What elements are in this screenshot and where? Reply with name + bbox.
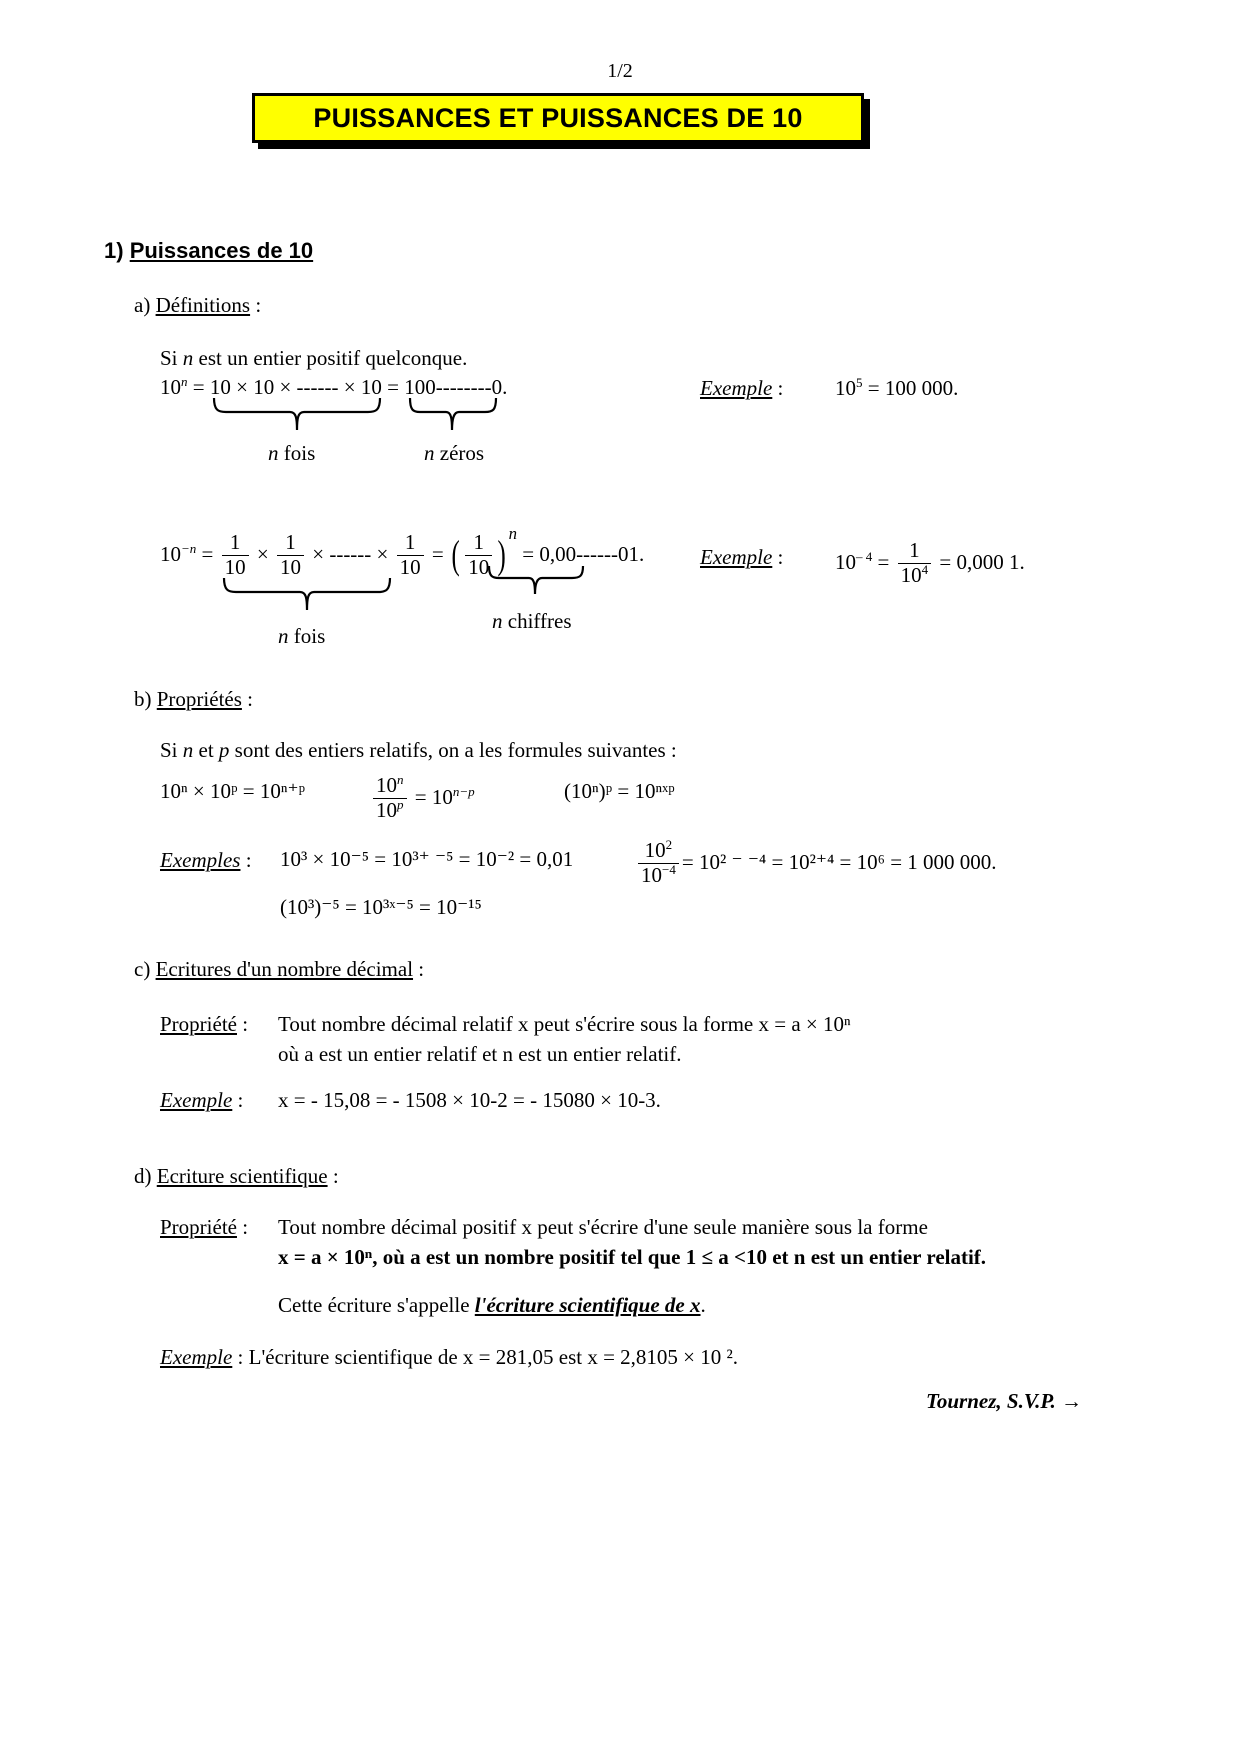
subsection-d-example-label: Exemple <box>160 1345 233 1369</box>
formula2-eq2: = <box>426 541 449 566</box>
property-quotient-num <box>373 774 407 798</box>
properties-example-a <box>280 847 573 872</box>
formula2-base: 10 <box>160 541 181 566</box>
formula2-frac1-den: 10 <box>222 555 249 580</box>
example-1-colon: : <box>772 376 784 400</box>
property-quotient-fraction <box>373 774 407 822</box>
property-formula-quotient <box>370 772 475 823</box>
brace-label-n-chiffres-var: n <box>492 609 503 633</box>
subsection-c-label: c) <box>134 957 151 981</box>
formula2-fraction-2 <box>277 531 304 579</box>
example-2-base: 10 <box>835 549 856 574</box>
section-1-title: Puissances de 10 <box>129 238 314 263</box>
subsection-d-heading <box>134 1163 339 1189</box>
brace-label-n-zeros-var: n <box>424 441 435 465</box>
document-title-banner <box>252 93 864 143</box>
formula2-times2: × ------ × <box>306 541 394 566</box>
subsection-d-property-colon: : <box>236 1215 249 1239</box>
formula2-times1: × <box>251 541 274 566</box>
property-formula-power <box>564 779 675 804</box>
properties-intro-p0: Si <box>160 738 183 762</box>
formula2-frac2-den: 10 <box>277 555 304 580</box>
properties-example-a-text: 10³ × 10⁻⁵ = 10³⁺ ⁻⁵ = 10⁻² = 0,01 <box>280 847 574 871</box>
properties-example-b-den <box>638 863 679 888</box>
formula2-frac3-num: 1 <box>404 530 416 554</box>
subsection-c-heading <box>134 956 424 982</box>
subsection-c-title: Ecritures d'un nombre décimal <box>155 957 414 981</box>
formula2-frac2-num: 1 <box>285 530 296 554</box>
example-2-frac-den <box>898 563 932 588</box>
subsection-d-property-line1: Tout nombre décimal positif x peut s'écrire d'une seule manière sous la forme <box>278 1215 928 1239</box>
definition-intro <box>160 345 467 371</box>
property-formula-product-text: 10ⁿ × 10ᵖ = 10ⁿ⁺ᵖ <box>160 779 306 803</box>
subsection-b-title: Propriétés <box>156 687 242 711</box>
formula2-eq1: = <box>196 541 219 566</box>
subsection-d-example-text: L'écriture scientifique de x = 281,05 est x = 2,8105 × 10 ². <box>248 1345 739 1369</box>
properties-example-b-den-exp: −4 <box>662 861 676 877</box>
property-formula-power-text: (10ⁿ)ᵖ = 10ⁿˣᵖ <box>564 779 675 803</box>
subsection-a-heading <box>134 292 261 318</box>
subsection-d-example-colon: : <box>232 1345 249 1369</box>
example-2-colon: : <box>772 545 784 569</box>
property-quotient-den <box>373 798 407 823</box>
subsection-c-example-label-text: Exemple <box>160 1088 233 1112</box>
formula2-paren-den: 10 <box>465 555 492 580</box>
page-footer: Tournez, S.V.P. → <box>925 1389 1082 1413</box>
section-1-number: 1) <box>104 238 124 263</box>
brace-label-n-fois-text: fois <box>278 441 316 465</box>
formula1-product: 10 × 10 × ------ × 10 <box>209 375 382 399</box>
definition-intro-variable: n <box>182 346 194 370</box>
properties-example-b-den-base: 10 <box>641 862 662 887</box>
underbrace-n-chiffres-icon <box>487 566 585 596</box>
example-1-label <box>700 375 783 401</box>
properties-examples-label-text: Exemples <box>160 848 241 872</box>
underbrace-n-fois-2-icon <box>222 578 392 612</box>
property-quotient-eq: = <box>409 784 432 809</box>
brace-label-n-zeros <box>424 440 484 466</box>
subsection-b-label: b) <box>134 687 152 711</box>
properties-example-b-num-exp: 2 <box>665 837 673 852</box>
subsection-a-colon: : <box>250 293 262 317</box>
property-formula-product <box>160 779 305 804</box>
subsection-b-heading <box>134 686 253 712</box>
subsection-d-example <box>160 1344 738 1370</box>
property-quotient-rhs-base: 10 <box>431 784 453 809</box>
subsection-d-property-label <box>160 1214 248 1240</box>
example-2-frac-num: 1 <box>909 538 920 562</box>
formula2-exponent: −n <box>181 540 197 556</box>
formula2-result: 0,00------01. <box>539 541 645 566</box>
underbrace-n-zeros-icon <box>408 398 498 432</box>
property-quotient-rhs-exp: n−p <box>452 783 475 799</box>
properties-example-b-num-base: 10 <box>644 838 666 862</box>
formula2-frac1-num: 1 <box>229 530 241 554</box>
subsection-d-note-suffix: . <box>700 1293 706 1317</box>
formula2-paren-num: 1 <box>473 530 485 554</box>
properties-intro-var-n: n <box>182 738 194 762</box>
subsection-d-property-label-text: Propriété <box>160 1215 237 1239</box>
example-1-value <box>835 375 958 401</box>
properties-intro-p2: et <box>193 738 219 762</box>
properties-example-c <box>280 895 482 920</box>
brace-label-n-chiffres-text: chiffres <box>502 609 572 633</box>
example-1-label-text: Exemple <box>700 376 773 400</box>
brace-label-n-chiffres <box>492 608 572 634</box>
formula2-fraction-1 <box>222 531 249 579</box>
subsection-d-property-line2: x = a × 10ⁿ, où a est un nombre positif tel que 1 ≤ a <10 et n est un entier relatif. <box>278 1245 987 1269</box>
section-1-heading <box>104 238 313 264</box>
subsection-d-title: Ecriture scientifique <box>156 1164 328 1188</box>
example-2-frac-den-base: 10 <box>900 562 922 587</box>
example-2-eq1: = <box>872 549 895 574</box>
definition-intro-suffix: est un entier positif quelconque. <box>193 346 468 370</box>
properties-intro-p4: sont des entiers relatifs, on a les formules suivantes : <box>229 738 677 762</box>
subsection-d-label: d) <box>134 1164 152 1188</box>
formula2-eq3: = <box>516 541 540 566</box>
formula2-frac3-den: 10 <box>397 555 424 580</box>
formula2-paren-exponent: n <box>508 523 517 543</box>
example-1-base: 10 <box>835 376 856 400</box>
brace-label-n-zeros-text: zéros <box>434 441 485 465</box>
subsection-c-example-text: x = - 15,08 = - 1508 × 10-2 = - 15080 × 10-3. <box>278 1088 661 1112</box>
properties-example-b <box>635 837 997 888</box>
subsection-c-property-label-text: Propriété <box>160 1012 237 1036</box>
properties-intro-var-p: p <box>218 738 230 762</box>
example-2-eq2: = 0,000 1. <box>934 549 1025 574</box>
example-2-label-text: Exemple <box>700 545 773 569</box>
page-number: 1/2 <box>607 60 633 82</box>
formula1-eq2: = <box>381 375 405 399</box>
properties-example-b-rest: = 10² ⁻ ⁻⁴ = 10²⁺⁴ = 10⁶ = 1 000 000. <box>681 849 997 874</box>
formula1-base: 10 <box>160 375 181 399</box>
example-2-label <box>700 544 783 570</box>
brace-label-n-fois <box>268 440 315 466</box>
brace-label-n-fois-2-text: fois <box>288 624 326 648</box>
subsection-c-example-label <box>160 1087 243 1113</box>
subsection-d-note <box>278 1292 706 1318</box>
properties-examples-colon: : <box>240 848 252 872</box>
underbrace-n-fois-icon <box>212 398 382 432</box>
formula1-exponent: n <box>181 374 188 389</box>
subsection-c-property-line1: Tout nombre décimal relatif x peut s'écrire sous la forme x = a × 10ⁿ <box>278 1012 851 1036</box>
property-quotient-den-base: 10 <box>376 797 397 822</box>
title-banner-wrapper <box>252 93 864 143</box>
subsection-c-colon: : <box>413 957 425 981</box>
subsection-a-title: Définitions <box>155 293 251 317</box>
definition-intro-prefix: Si <box>160 346 183 370</box>
properties-examples-label <box>160 847 252 873</box>
subsection-c-property-colon: : <box>236 1012 249 1036</box>
subsection-a-label: a) <box>134 293 151 317</box>
brace-label-n-fois-2-var: n <box>278 624 289 648</box>
property-quotient-num-base: 10 <box>376 773 397 797</box>
brace-label-n-fois-2 <box>278 623 325 649</box>
formula1-result: 100--------0. <box>404 375 508 399</box>
example-2-exponent: – 4 <box>856 548 873 564</box>
formula2-close-paren: ) <box>497 532 507 578</box>
example-2-value <box>835 540 1025 588</box>
brace-label-n-fois-var: n <box>268 441 279 465</box>
example-2-fraction <box>898 539 932 587</box>
example-1-rest: = 100 000. <box>862 376 959 400</box>
subsection-d-colon: : <box>327 1164 339 1188</box>
page-title: PUISSANCES ET PUISSANCES DE 10 <box>313 102 803 133</box>
properties-example-c-text: (10³)⁻⁵ = 10³ˣ⁻⁵ = 10⁻¹⁵ <box>280 895 482 919</box>
example-2-frac-den-exp: 4 <box>921 561 929 577</box>
subsection-d-note-prefix: Cette écriture s'appelle <box>278 1293 475 1317</box>
properties-example-b-fraction <box>638 839 679 887</box>
formula-positive-power <box>160 375 507 400</box>
subsection-c-property-label <box>160 1011 248 1037</box>
property-quotient-den-exp: p <box>397 796 404 812</box>
example-1-exponent: 5 <box>856 375 863 390</box>
formula1-eq1: = <box>187 375 210 399</box>
formula2-fraction-3 <box>397 531 424 579</box>
subsection-c-property-line2: où a est un entier relatif et n est un entier relatif. <box>278 1042 682 1066</box>
subsection-c-example-colon: : <box>232 1088 244 1112</box>
formula2-open-paren: ( <box>451 532 460 578</box>
properties-example-b-num <box>638 839 679 863</box>
subsection-b-colon: : <box>241 687 253 711</box>
property-quotient-num-exp: n <box>397 772 404 787</box>
properties-intro <box>160 737 677 763</box>
subsection-d-note-emphasis: l'écriture scientifique de x <box>474 1293 701 1317</box>
